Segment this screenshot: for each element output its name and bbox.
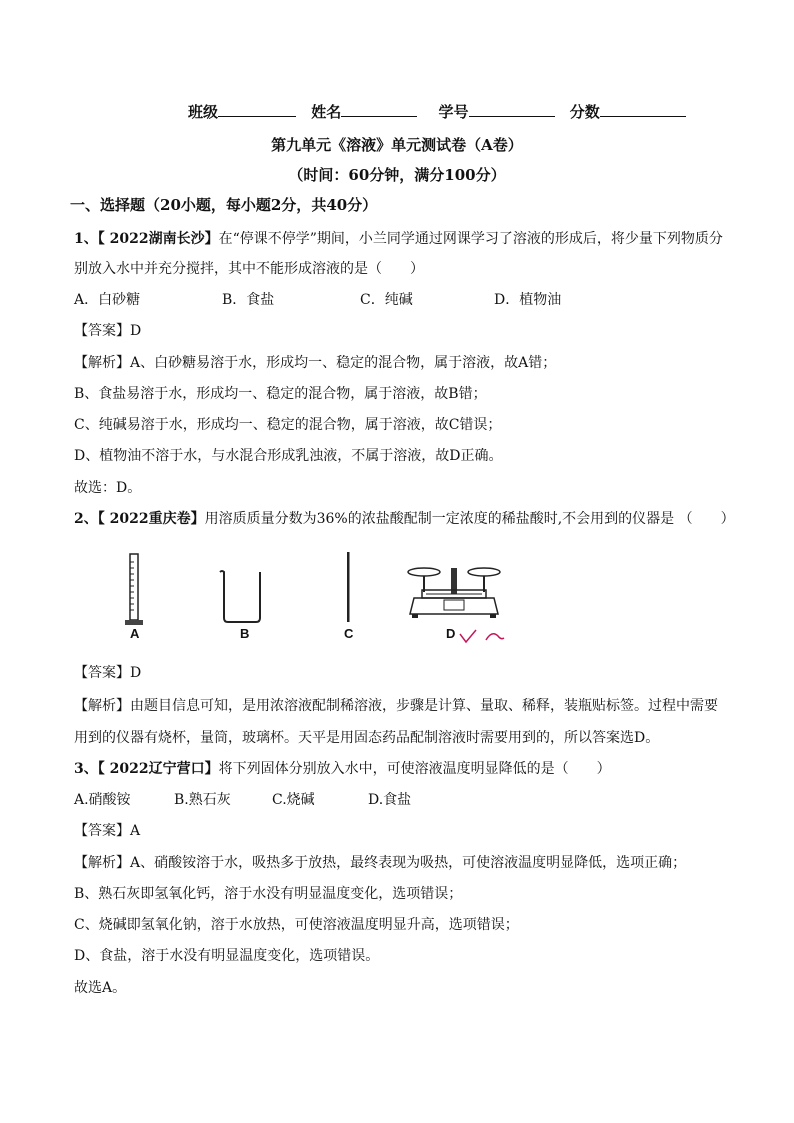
analysis-line: 【解析】A、硝酸铵溶于水，吸热多于放热，最终表现为吸热，可使溶液温度明显降低，选项正确；: [74, 855, 687, 871]
section-heading: 一、选择题（20小题，每小题2分，共40分）: [70, 196, 378, 214]
analysis-line: C、烧碱即氢氧化钠，溶于水放热，可使溶液温度明显升高，选项错误；: [74, 917, 519, 933]
option-b: B．食盐: [222, 292, 275, 308]
option-b: B.熟石灰: [174, 792, 231, 808]
analysis-line: 用到的仪器有烧杯，量筒，玻璃杯。天平是用固态药品配制溶液时需要用到的，所以答案选D。: [74, 730, 660, 746]
question-3-options: [74, 791, 411, 809]
question-number: 3、: [74, 761, 98, 777]
option-d: D．植物油: [494, 292, 562, 308]
question-number: 2、: [74, 511, 98, 527]
question-text: 用溶质质量分数为36%的浓盐酸配制一定浓度的稀盐酸时,不会用到的仪器是 （ ）: [204, 511, 735, 527]
class-blank[interactable]: [218, 102, 296, 117]
question-3-stem: [74, 760, 611, 778]
analysis-line: B、食盐易溶于水，形成均一、稳定的混合物，属于溶液，故B错；: [74, 386, 487, 402]
page-subtitle: （时间：60分钟，满分100分）: [288, 166, 506, 184]
question-3-answer: 【答案】A: [74, 823, 141, 839]
student-info-fields: [188, 101, 686, 122]
checkmark-icon: [458, 626, 506, 646]
number-blank[interactable]: [469, 102, 555, 117]
beaker-icon: [218, 568, 264, 624]
question-source: 【 2022重庆卷】: [97, 511, 205, 527]
analysis-line: 【解析】由题目信息可知，是用浓溶液配制稀溶液，步骤是计算、量取、稀释，装瓶贴标签。过程中需要: [74, 698, 718, 714]
analysis-line: B、熟石灰即氢氧化钙，溶于水没有明显温度变化，选项错误；: [74, 886, 463, 902]
score-label: 分数: [569, 103, 600, 121]
question-1-stem-cont: 别放入水中并充分搅拌，其中不能形成溶液的是（ ）: [74, 261, 424, 277]
analysis-line: D、植物油不溶于水，与水混合形成乳浊液，不属于溶液，故D正确。: [74, 448, 503, 464]
question-text: 在“停课不停学”期间，小兰同学通过网课学习了溶液的形成后，将少量下列物质分: [218, 231, 723, 247]
figure-label-b: B: [240, 626, 250, 641]
question-number: 1、: [74, 231, 98, 247]
number-label: 学号: [438, 103, 469, 121]
class-label: 班级: [188, 103, 219, 121]
apparatus-figure: [74, 548, 510, 648]
question-1-options: [74, 291, 561, 309]
question-1-answer: 【答案】D: [74, 323, 142, 339]
figure-label-d: D: [446, 626, 456, 641]
page-title: 第九单元《溶液》单元测试卷（A卷）: [271, 136, 523, 154]
figure-label-a: A: [130, 626, 140, 641]
question-1-stem: [74, 230, 723, 248]
analysis-line: 故选A。: [74, 980, 127, 996]
analysis-line: 故选：D。: [74, 480, 142, 496]
name-label: 姓名: [311, 103, 342, 121]
analysis-line: D、食盐，溶于水没有明显温度变化，选项错误。: [74, 948, 380, 964]
option-a: A.硝酸铵: [74, 792, 131, 808]
option-c: C.烧碱: [272, 792, 315, 808]
figure-label-c: C: [344, 626, 354, 641]
glass-rod-icon: [344, 552, 352, 624]
balance-scale-icon: [404, 562, 504, 624]
analysis-line: 【解析】A、白砂糖易溶于水，形成均一、稳定的混合物，属于溶液，故A错；: [74, 355, 557, 371]
score-blank[interactable]: [600, 102, 686, 117]
question-text: 将下列固体分别放入水中，可使溶液温度明显降低的是（ ）: [218, 761, 611, 777]
option-a: A．白砂糖: [74, 292, 141, 308]
analysis-line: C、纯碱易溶于水，形成均一、稳定的混合物，属于溶液，故C错误；: [74, 417, 502, 433]
question-2-answer: 【答案】D: [74, 665, 142, 681]
question-source: 【 2022辽宁营口】: [97, 761, 219, 777]
graduated-cylinder-icon: [124, 552, 144, 628]
option-d: D.食盐: [368, 792, 412, 808]
option-c: C．纯碱: [360, 292, 413, 308]
question-source: 【 2022湖南长沙】: [97, 231, 219, 247]
question-2-stem: [74, 510, 735, 528]
name-blank[interactable]: [341, 102, 417, 117]
